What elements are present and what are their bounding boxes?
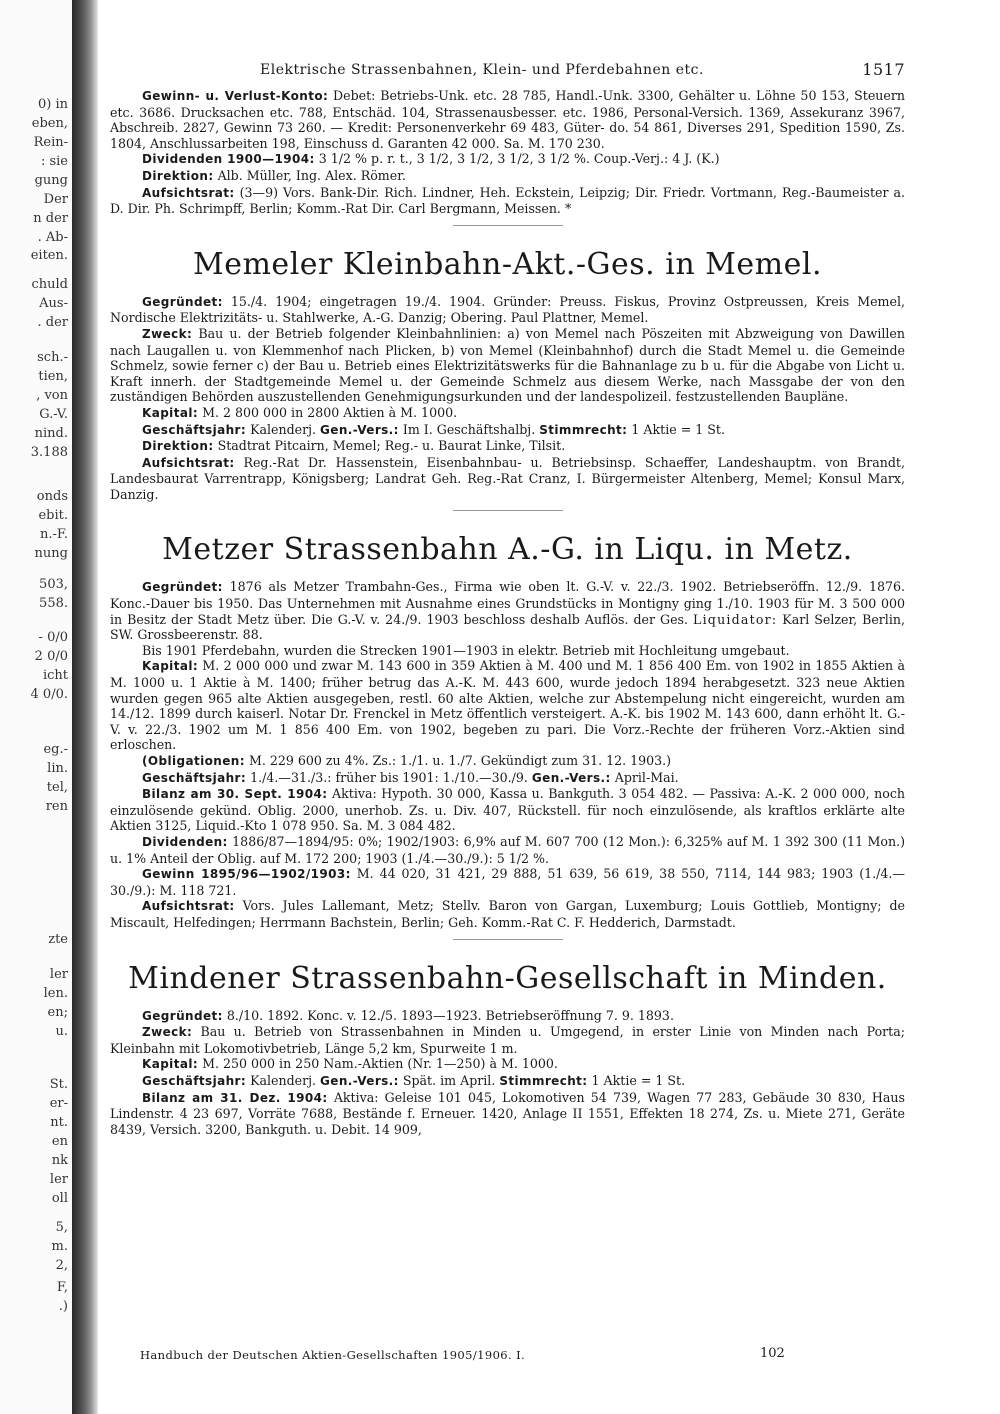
field-text: Im I. Geschäftshalbj. — [402, 421, 536, 437]
left-margin-fragments — [0, 0, 72, 1414]
margin-fragment: n der — [33, 211, 68, 226]
field-label: Liquidator: — [693, 611, 778, 627]
margin-fragment: 3.188 — [30, 445, 68, 460]
margin-fragment: nung — [34, 546, 68, 561]
margin-fragment: en — [51, 1134, 68, 1149]
company-title-minden: Mindener Strassenbahn-Gesellschaft in Minden. — [128, 960, 887, 996]
field-label: Bilanz am 31. Dez. 1904: — [142, 1090, 328, 1105]
margin-fragment: m. — [51, 1239, 68, 1254]
margin-fragment: n.-F. — [39, 527, 68, 542]
field-text: M. 250 000 in 250 Nam.-Aktien (Nr. 1—250) à M. 1000. — [202, 1056, 558, 1072]
margin-fragment: 0) in — [37, 97, 68, 112]
page-gutter — [72, 0, 98, 1414]
metz-dividenden — [110, 834, 905, 866]
margin-fragment: 4 0/0. — [30, 687, 68, 702]
minden-zweck — [110, 1024, 905, 1056]
field-text: 1 Aktie = 1 St. — [631, 421, 725, 437]
field-text: April-Mai. — [614, 769, 679, 785]
field-label: Gegründet: — [142, 294, 223, 309]
field-text: M. 229 600 zu 4%. Zs.: 1./1. u. 1./7. Gekündigt zum 31. 12. 1903.) — [248, 753, 672, 768]
margin-fragment: len. — [43, 986, 68, 1001]
margin-fragment: , von — [36, 388, 68, 403]
margin-fragment: . der — [37, 315, 68, 330]
field-label: Gen.-Vers.: — [531, 770, 611, 785]
margin-fragment: 5, — [55, 1220, 68, 1235]
margin-fragment: gung — [34, 173, 68, 188]
memel-kapital — [110, 405, 905, 422]
margin-fragment: ren — [45, 799, 68, 814]
margin-fragment: nind. — [34, 426, 68, 441]
field-label: Gen.-Vers.: — [320, 1073, 399, 1088]
field-text: 8./10. 1892. Konc. v. 12./5. 1893—1923. Betriebseröffnung 7. 9. 1893. — [226, 1007, 674, 1023]
field-label: Kapital: — [142, 659, 199, 674]
margin-fragment: er- — [49, 1096, 68, 1111]
margin-fragment: ler — [49, 1172, 68, 1187]
field-label: Direktion: — [142, 168, 214, 183]
margin-fragment: Der — [43, 192, 68, 207]
memel-direktion — [110, 438, 905, 455]
memel-geschaeftsjahr — [110, 422, 905, 439]
field-label: Zweck: — [142, 1025, 193, 1040]
company-title-metz: Metzer Strassenbahn A.-G. in Liqu. in Metz. — [162, 532, 853, 568]
margin-fragment: eg.- — [43, 742, 68, 757]
field-label: Bilanz am 30. Sept. 1904: — [142, 787, 328, 802]
margin-fragment: F, — [56, 1280, 68, 1295]
prev-aufsichtsrat-paragraph — [110, 185, 905, 217]
margin-fragment: eben, — [31, 116, 68, 131]
margin-fragment: sch.- — [37, 350, 68, 365]
margin-fragment: tel, — [46, 780, 68, 795]
field-label: Gewinn 1895/96—1902/1903: — [142, 867, 351, 882]
margin-fragment: onds — [36, 489, 68, 504]
margin-fragment: en; — [47, 1005, 68, 1020]
field-label: Dividenden: — [142, 834, 228, 849]
margin-fragment: lin. — [47, 761, 68, 776]
margin-fragment: oll — [51, 1191, 68, 1206]
field-text: Aktiva: Geleise 101 045, Lokomotiven 54 739, Wagen 77 283, Gebäude 30 830, Haus Lindenstr. 4 23 697, Vorräte 7688, Bestände f. Erneuer. 1420, Anlage II 1551, Effekten 18 274, Zs. u. Miete 271, Geräte 8439, Versich. 3200, Bankguth. u. Debit. 14 909, — [110, 1089, 905, 1137]
field-label: Dividenden 1900—1904: — [142, 152, 315, 167]
field-text: Debet: Betriebs-Unk. etc. 28 785, Handl.-Unk. 3300, Gehälter u. Löhne 50 153, Steuern etc. 3686. Drucksachen etc. 788, Entschäd. 104, Strassenausbesser. etc. 1986, Personal-Versich. 1369, Assekuranz 3967, Abschreib. 2827, Gewinn 73 260. — Kredit: Personenverkehr 69 483, Güter- do. 54 861, Diverses 291, Spedition 1590, Zs. 1804, Anschlussarbeiten 198, Einschuss d. Garanten 42 000. Sa. M. 170 230. — [110, 88, 905, 151]
field-text: Reg.-Rat Dr. Hassenstein, Eisenbahnbau- u. Betriebsinsp. Schaeffer, Landeshauptm. von Brandt, Landesbaurat Varrentrapp, Königsberg; Landrat Geh. Reg.-Rat Cranz, I. Bürgermeister Altenberg, Memel; Konsul Marx, Danzig. — [110, 454, 905, 502]
running-header — [110, 58, 905, 88]
margin-fragment: ler — [49, 967, 68, 982]
field-label: Kapital: — [142, 405, 199, 420]
margin-fragment: chuld — [31, 277, 68, 292]
page-number: 1517 — [862, 60, 905, 79]
minden-geschaeftsjahr — [110, 1073, 905, 1090]
field-text: Vors. Jules Lallemant, Metz; Stellv. Baron von Gargan, Luxemburg; Louis Gottlieb, Montigny; de Miscault, Helfedingen; Herrmann Bachstein, Berlin; Geh. Komm.-Rat C. F. Hedderich, Darmstadt. — [110, 898, 905, 930]
field-text: Kalenderj. — [250, 421, 317, 437]
margin-fragment: 2, — [55, 1258, 68, 1273]
metz-obligationen — [110, 753, 905, 770]
metz-gewinn — [110, 866, 905, 898]
prev-dividends-paragraph — [110, 151, 905, 168]
field-text: 1876 als Metzer Trambahn-Ges., Firma wie oben lt. G.-V. v. 22./3. 1902. Betriebseröffn. 12./9. 1876. Konc.-Dauer bis 1950. Das Unternehmen mit Ausnahme eines Grundstücks in Montigny ging 1./10. 1903 für M. 3 500 000 in Besitz der Stadt Metz über. Die G.-V. v. 24./9. 1903 beschloss deshalb Auflös. der Ges. — [110, 579, 905, 627]
margin-fragment: icht — [42, 668, 68, 683]
field-text: Alb. Müller, Ing. Alex. Römer. — [217, 167, 406, 183]
footer-source: Handbuch der Deutschen Aktien-Gesellschaften 1905/1906. I. — [140, 1348, 526, 1362]
margin-fragment: - 0/0 — [38, 630, 68, 645]
margin-fragment: ebit. — [38, 508, 68, 523]
field-label: Gegründet: — [142, 580, 223, 595]
margin-fragment: 2 0/0 — [34, 649, 68, 664]
field-label: Stimmrecht: — [539, 422, 628, 437]
field-text: Kalenderj. — [250, 1072, 317, 1088]
field-label: Direktion: — [142, 439, 214, 454]
metz-gegruendet — [110, 579, 905, 642]
memel-aufsichtsrat — [110, 455, 905, 503]
field-text: 15./4. 1904; eingetragen 19./4. 1904. Gründer: Preuss. Fiskus, Provinz Ostpreussen, Kreis Memel, Nordische Elektrizitäts- u. Stahlwerke, A.-G. Danzig; Obering. Paul Plattner, Memel. — [110, 293, 905, 326]
margin-fragment: Rein- — [33, 135, 68, 150]
field-text: Karl Selzer, Berlin, SW. Grossbeerenstr. 88. — [110, 611, 905, 643]
field-label: Aufsichtsrat: — [142, 455, 235, 470]
field-text: Aktiva: Hypoth. 30 000, Kassa u. Bankguth. 3 054 482. — Passiva: A.-K. 2 000 000, noch einzulösende gekünd. Oblig. 2000, unerhob. Zs. u. Div. 407, Rückstell. für noch einzulösende, als kraftlos erklärte alte Aktien 3125, Liquid.-Kto 1 078 950. Sa. M. 3 084 482. — [110, 786, 905, 834]
minden-gegruendet — [110, 1008, 905, 1025]
margin-fragment: 503, — [39, 577, 68, 592]
company-title-memel: Memeler Kleinbahn-Akt.-Ges. in Memel. — [193, 246, 822, 282]
field-label: Kapital: — [142, 1057, 199, 1072]
field-text: Spät. im April. — [402, 1072, 496, 1088]
field-text: 1./4.—31./3.: früher bis 1901: 1./10.—30./9. — [250, 769, 528, 785]
field-label: Geschäftsjahr: — [142, 422, 247, 437]
margin-fragment: nt. — [50, 1115, 68, 1130]
memel-gegruendet — [110, 294, 905, 326]
field-label: Aufsichtsrat: — [142, 185, 235, 200]
field-label: Gegründet: — [142, 1008, 223, 1023]
field-label: Zweck: — [142, 326, 193, 341]
field-text: (3—9) Vors. Bank-Dir. Rich. Lindner, Heh. Eckstein, Leipzig; Dir. Friedr. Vortmann, Reg.-Baumeister a. D. Dir. Ph. Schrimpff, Berlin; Komm.-Rat Dir. Carl Bergmann, Meissen. * — [110, 184, 905, 217]
field-text: M. 2 800 000 in 2800 Aktien à M. 1000. — [202, 404, 458, 420]
margin-fragment: eiten. — [30, 248, 68, 263]
margin-fragment: tien, — [38, 369, 68, 384]
field-label: Gewinn- u. Verlust-Konto: — [142, 89, 329, 103]
metz-bilanz — [110, 786, 905, 834]
field-text: Bau u. Betrieb von Strassenbahnen in Minden u. Umgegend, in erster Linie von Minden nach Porta; Kleinbahn mit Lokomotivbetrieb, Länge 5,2 km, Spurweite 1 m. — [110, 1024, 905, 1056]
margin-fragment: Aus- — [39, 296, 68, 311]
field-text: M. 2 000 000 und zwar M. 143 600 in 359 Aktien à M. 400 und M. 1 856 400 Em. von 1902 in 1855 Aktien à M. 1000 u. 1 Aktie à M. 1400; früher betrug das A.-K. M. 443 600, wurde jedoch 1894 herabgesetzt. 323 neue Aktien wurden gegen 965 alte Aktien ausgegeben, restl. 60 alte Aktien, welche zur Abstempelung nicht eingereicht, wurden am 14./12. 1899 durch kaiserl. Notar Dr. Frenckel in Metz öffentlich versteigert. A.-K. bis 1902 M. 143 600, dann erhöht lt. G.-V. v. 22./3. 1902 um M. 1 856 400 Em. von 1902, begeben zu pari. Die Vorz.-Rechte der früheren Vorz.-Aktien sind erloschen. — [110, 658, 905, 753]
margin-fragment: zte — [48, 932, 68, 947]
section-divider — [453, 939, 563, 940]
margin-fragment: . Ab- — [37, 230, 68, 245]
margin-fragment: u. — [55, 1024, 68, 1039]
minden-kapital — [110, 1056, 905, 1073]
margin-fragment: 558. — [39, 596, 68, 611]
field-text: 3 1/2 % p. r. t., 3 1/2, 3 1/2, 3 1/2, 3 1/2 %. Coup.-Verj.: 4 J. (K.) — [318, 151, 720, 167]
running-title: Elektrische Strassenbahnen, Klein- und Pferdebahnen etc. — [260, 62, 704, 78]
field-text: Stadtrat Pitcairn, Memel; Reg.- u. Baurat Linke, Tilsit. — [217, 438, 566, 454]
margin-fragment: St. — [49, 1077, 68, 1092]
minden-bilanz — [110, 1090, 905, 1138]
field-text: Bau u. der Betrieb folgender Kleinbahnlinien: a) von Memel nach Pöszeiten mit Abzweigung von Dawillen nach Laugallen u. von Klemmenhof nach Plicken, b) von Memel (Kleinbahnhof) durch die Stadt Memel u. die Gemeinde Schmelz, sowie ferner c) der Bau u. Betrieb eines Elektrizitätswerks für die Bahnanlage zu b u. für die Abgabe von Licht u. Kraft innerh. der Stadtgemeinde Memel u. der Gemeinde Schmelz aus diesem Werke, nach Massgabe der von den zuständigen Behörden auszustellenden Genehmigungsurkunden und der landespolizeil. festzustellenden Baupläne. — [110, 325, 905, 405]
margin-fragment: nk — [51, 1153, 68, 1168]
prev-direktion-paragraph — [110, 168, 905, 185]
field-label: Geschäftsjahr: — [142, 770, 247, 785]
memel-zweck — [110, 326, 905, 405]
field-label: Gen.-Vers.: — [320, 422, 399, 437]
metz-history: Bis 1901 Pferdebahn, wurden die Strecken 1901—1903 in elektr. Betrieb mit Hochleitung umgebaut. — [142, 642, 790, 658]
field-label: Aufsichtsrat: — [142, 899, 235, 914]
margin-fragment: .) — [58, 1299, 68, 1314]
section-divider — [453, 510, 563, 511]
field-label: (Obligationen: — [142, 754, 245, 768]
field-text: 1 Aktie = 1 St. — [591, 1072, 686, 1088]
prev-gewinn-paragraph — [110, 88, 905, 151]
metz-kapital — [110, 658, 905, 753]
field-label: Stimmrecht: — [499, 1073, 588, 1088]
field-text: 1886/87—1894/95: 0%; 1902/1903: 6,9% auf M. 607 700 (12 Mon.): 6,325% auf M. 1 392 300 (11 Mon.) u. 1% Anteil der Oblig. auf M. 172 200; 1903 (1./4.—30./9.): 5 1/2 %. — [110, 833, 905, 866]
metz-aufsichtsrat — [110, 898, 905, 930]
document-page — [110, 58, 905, 1362]
field-label: Geschäftsjahr: — [142, 1073, 247, 1088]
field-text: M. 44 020, 31 421, 29 888, 51 639, 56 619, 38 550, 7114, 144 983; 1903 (1./4.—30./9.): M. 118 721. — [110, 866, 905, 898]
metz-geschaeftsjahr — [110, 770, 905, 787]
margin-fragment: G.-V. — [39, 407, 68, 422]
margin-fragment: : sie — [40, 154, 68, 169]
section-divider — [453, 225, 563, 226]
footer-signature: 102 — [760, 1346, 785, 1361]
